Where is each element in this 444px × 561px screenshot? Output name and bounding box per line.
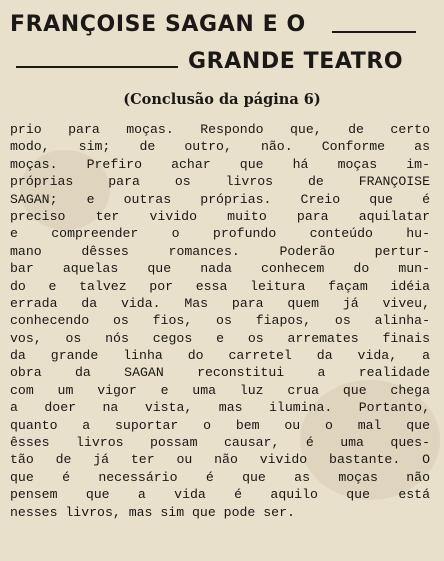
headline-line-1: FRANÇOISE SAGAN E O — [10, 12, 306, 37]
body-line: modo, sim; de outro, não. Conforme as — [10, 139, 430, 155]
continuation-note: (Conclusão da página 6) — [123, 91, 321, 108]
body-line: prio para moças. Respondo que, de certo — [10, 122, 430, 137]
article-body — [10, 121, 430, 521]
body-line: tão de já ter ou não vivido bastante. O — [10, 452, 430, 468]
body-line: e compreender o profundo conteúdo hu- — [10, 226, 430, 242]
body-line: quanto a suportar o bem ou o mal que — [10, 417, 430, 433]
body-line: próprias para os livros de FRANÇOISE — [10, 174, 430, 190]
body-line: errada da vida. Mas para quem já viveu, — [10, 295, 430, 311]
body-line: vos, os nós cegos e os arremates finais — [10, 330, 430, 346]
headline-line-2: GRANDE TEATRO — [188, 49, 404, 74]
headline-rule-left — [16, 66, 178, 68]
body-line: que é necessário é que as moças não — [10, 469, 430, 485]
body-line: obra da SAGAN reconstitui a realidade — [10, 365, 430, 381]
body-line: SAGAN; e outras próprias. Creio que é — [10, 191, 430, 207]
body-line: conhecendo os fios, os fiapos, os alinha- — [10, 313, 430, 329]
body-line: da grande linha do carretel da vida, a — [10, 348, 430, 364]
body-line: a doer na vista, mas ilumina. Portanto, — [10, 400, 430, 416]
body-line: nesses livros, mas sim que pode ser. — [10, 504, 295, 520]
body-line: bar aquelas que nada conhecem do mun- — [10, 261, 430, 277]
body-line: preciso ter vivido muito para aquilatar — [10, 208, 430, 224]
headline-rule-right — [332, 31, 416, 33]
body-line: pensem que a vida é aquilo que está — [10, 487, 430, 503]
body-line: com um vigor e uma luz crua que chega — [10, 382, 430, 398]
body-line: moças. Prefiro achar que há moças im- — [10, 156, 430, 172]
body-line: do e talvez por essa leitura façam idéia — [10, 278, 430, 294]
body-line: mano dêsses romances. Poderão pertur- — [10, 243, 430, 259]
body-line: êsses livros possam causar, é uma ques- — [10, 435, 430, 451]
